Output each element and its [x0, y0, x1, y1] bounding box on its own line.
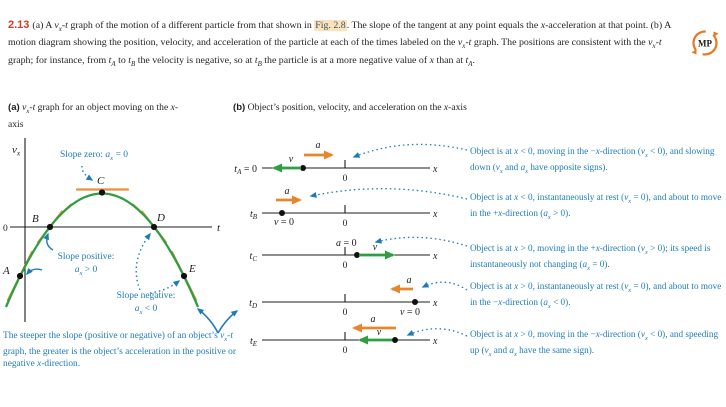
panel-a-label: (a) $v_x-t$ graph for an object moving on the x-axis — [8, 102, 179, 130]
row-tD-origin-label: 0 — [342, 308, 348, 318]
point-dot-A — [17, 273, 23, 279]
note-tC: Object is at x > 0, moving in the +x-direction $(v_x > 0)$; its speed is instantaneously not changing $(a_x = 0)$. — [470, 243, 711, 272]
point-dot-C — [99, 189, 105, 195]
row-tB-origin-label: 0 — [342, 219, 348, 229]
row-tC-time-label: $t_C$ — [249, 251, 257, 263]
row-tA-time-label: $t_A = 0$ — [234, 164, 257, 176]
row-tA — [234, 140, 438, 184]
connector-tA — [354, 144, 467, 157]
row-tB-object-dot — [279, 210, 285, 216]
mp-badge-arrowhead-top — [714, 32, 719, 38]
note-connector-arrows — [311, 144, 467, 336]
arrow-slope-positive-to-B — [47, 234, 53, 250]
row-tC-origin-label: 0 — [342, 261, 348, 271]
arrow-slope-negative-to-E — [150, 281, 179, 293]
graph-steepness-caption: The steeper the slope (positive or negative) of an object’s $v_x-t$ graph, the greater is the object’s acceleration in the positive or negative x-direction. — [3, 331, 236, 370]
row-tD-v-zero-label: v = 0 — [399, 307, 421, 318]
row-tE-time-label: $t_E$ — [249, 336, 257, 348]
point-label-A: A — [3, 265, 10, 277]
panel-b-label: (b) Object’s position, velocity, and acceleration on the x-axis — [233, 102, 467, 113]
note-tB: Object is at x < 0, instantaneously at rest $(v_x = 0)$, and about to move in the +x-direction $(a_x > 0)$. — [470, 192, 722, 221]
point-label-E: E — [189, 263, 196, 275]
row-tC-v-label: v — [372, 242, 378, 253]
arrow-slope-positive-to-A — [27, 269, 42, 274]
row-tE-a-label: a — [370, 314, 376, 325]
row-tE — [250, 314, 438, 356]
arrow-slope-negative-to-D — [136, 234, 150, 290]
row-tD-x-label: x — [433, 298, 438, 309]
point-label-C: C — [97, 175, 105, 187]
mp-badge-arrowhead-bottom — [692, 49, 697, 55]
graph-annotation-arrows — [27, 166, 237, 333]
annotation-slope-positive: Slope positive: $a_x > 0$ — [57, 252, 115, 277]
row-tA-a-label: a — [315, 140, 321, 151]
mp-badge-label: MP — [698, 38, 712, 49]
curve-points — [17, 189, 187, 279]
vx-t-graph — [2, 138, 237, 333]
row-tE-object-dot — [392, 337, 398, 343]
connector-tD — [423, 282, 467, 290]
note-tD: Object is at x > 0, instantaneously at rest $(v_x = 0)$, and about to move in the −x-direction $(a_x < 0)$. — [470, 281, 722, 310]
row-tB-x-label: x — [433, 209, 438, 220]
row-tC-a-zero-label: a = 0 — [336, 238, 357, 249]
y-axis-label: $v_x$ — [12, 144, 21, 158]
figure-number: 2.13 — [8, 19, 30, 31]
row-tD-a-label: a — [406, 275, 412, 286]
figure-caption-text: (a) A $v_x-t$ graph of the motion of a different particle from that shown in Fig. 2.8. The slope of the tangent at any point equals the x-acceleration at that point. (b) A motion diagram showing the position, velocity, and acceleration of the particle at each of the times labeled on the $v_x-t$ graph. The positions are consistent with the $v_x-t$ graph; for instance, from $t_A$ to $t_B$ the velocity is negative, so at $t_B$ the particle is at a more negative value of x than at $t_A$. — [8, 20, 671, 68]
point-dot-D — [151, 224, 157, 230]
row-tC — [250, 238, 438, 271]
row-tA-x-label: x — [433, 164, 438, 175]
note-tE: Object is at x > 0, moving in the −x-direction $(v_x < 0)$, and speeding up ($v_x$ and $a_x$ have the same sign). — [470, 329, 719, 358]
row-tC-x-label: x — [433, 251, 438, 262]
row-tB-time-label: $t_B$ — [249, 209, 257, 221]
point-label-D: D — [157, 212, 165, 224]
motion-diagrams — [234, 140, 467, 356]
connector-tC — [376, 237, 467, 246]
row-tB-v-zero-label: v = 0 — [273, 217, 295, 228]
annotation-slope-negative: Slope negative: $a_x < 0$ — [116, 291, 176, 316]
connector-tB — [311, 189, 467, 199]
row-tE-x-label: x — [433, 336, 438, 347]
point-dot-B — [47, 224, 53, 230]
row-tD-object-dot — [412, 299, 418, 305]
row-tB-a-label: a — [284, 186, 290, 197]
row-tD-time-label: $t_D$ — [249, 298, 257, 310]
row-tB — [250, 186, 438, 229]
point-label-B: B — [32, 213, 39, 225]
row-tA-v-label: v — [288, 154, 294, 165]
row-tA-origin-label: 0 — [342, 174, 348, 184]
mastering-physics-badge — [689, 27, 720, 58]
note-tA: Object is at x < 0, moving in the −x-direction $(v_x < 0)$, and slowing down ($v_x$ and $a_x$ have opposite signs). — [470, 146, 715, 175]
origin-label: 0 — [3, 224, 8, 234]
arrow-caption-right — [218, 311, 237, 333]
row-tE-origin-label: 0 — [342, 346, 348, 356]
arrow-slope-zero-to-C — [82, 166, 92, 180]
velocity-curve — [6, 194, 198, 308]
row-tD — [249, 275, 438, 318]
x-axis-label: t — [217, 222, 221, 234]
point-dot-E — [181, 273, 187, 279]
arrow-caption-left — [198, 309, 218, 333]
annotation-slope-zero: Slope zero: $a_x = 0$ — [60, 150, 128, 162]
connector-tE — [408, 329, 467, 336]
row-tE-v-label: v — [376, 327, 382, 338]
